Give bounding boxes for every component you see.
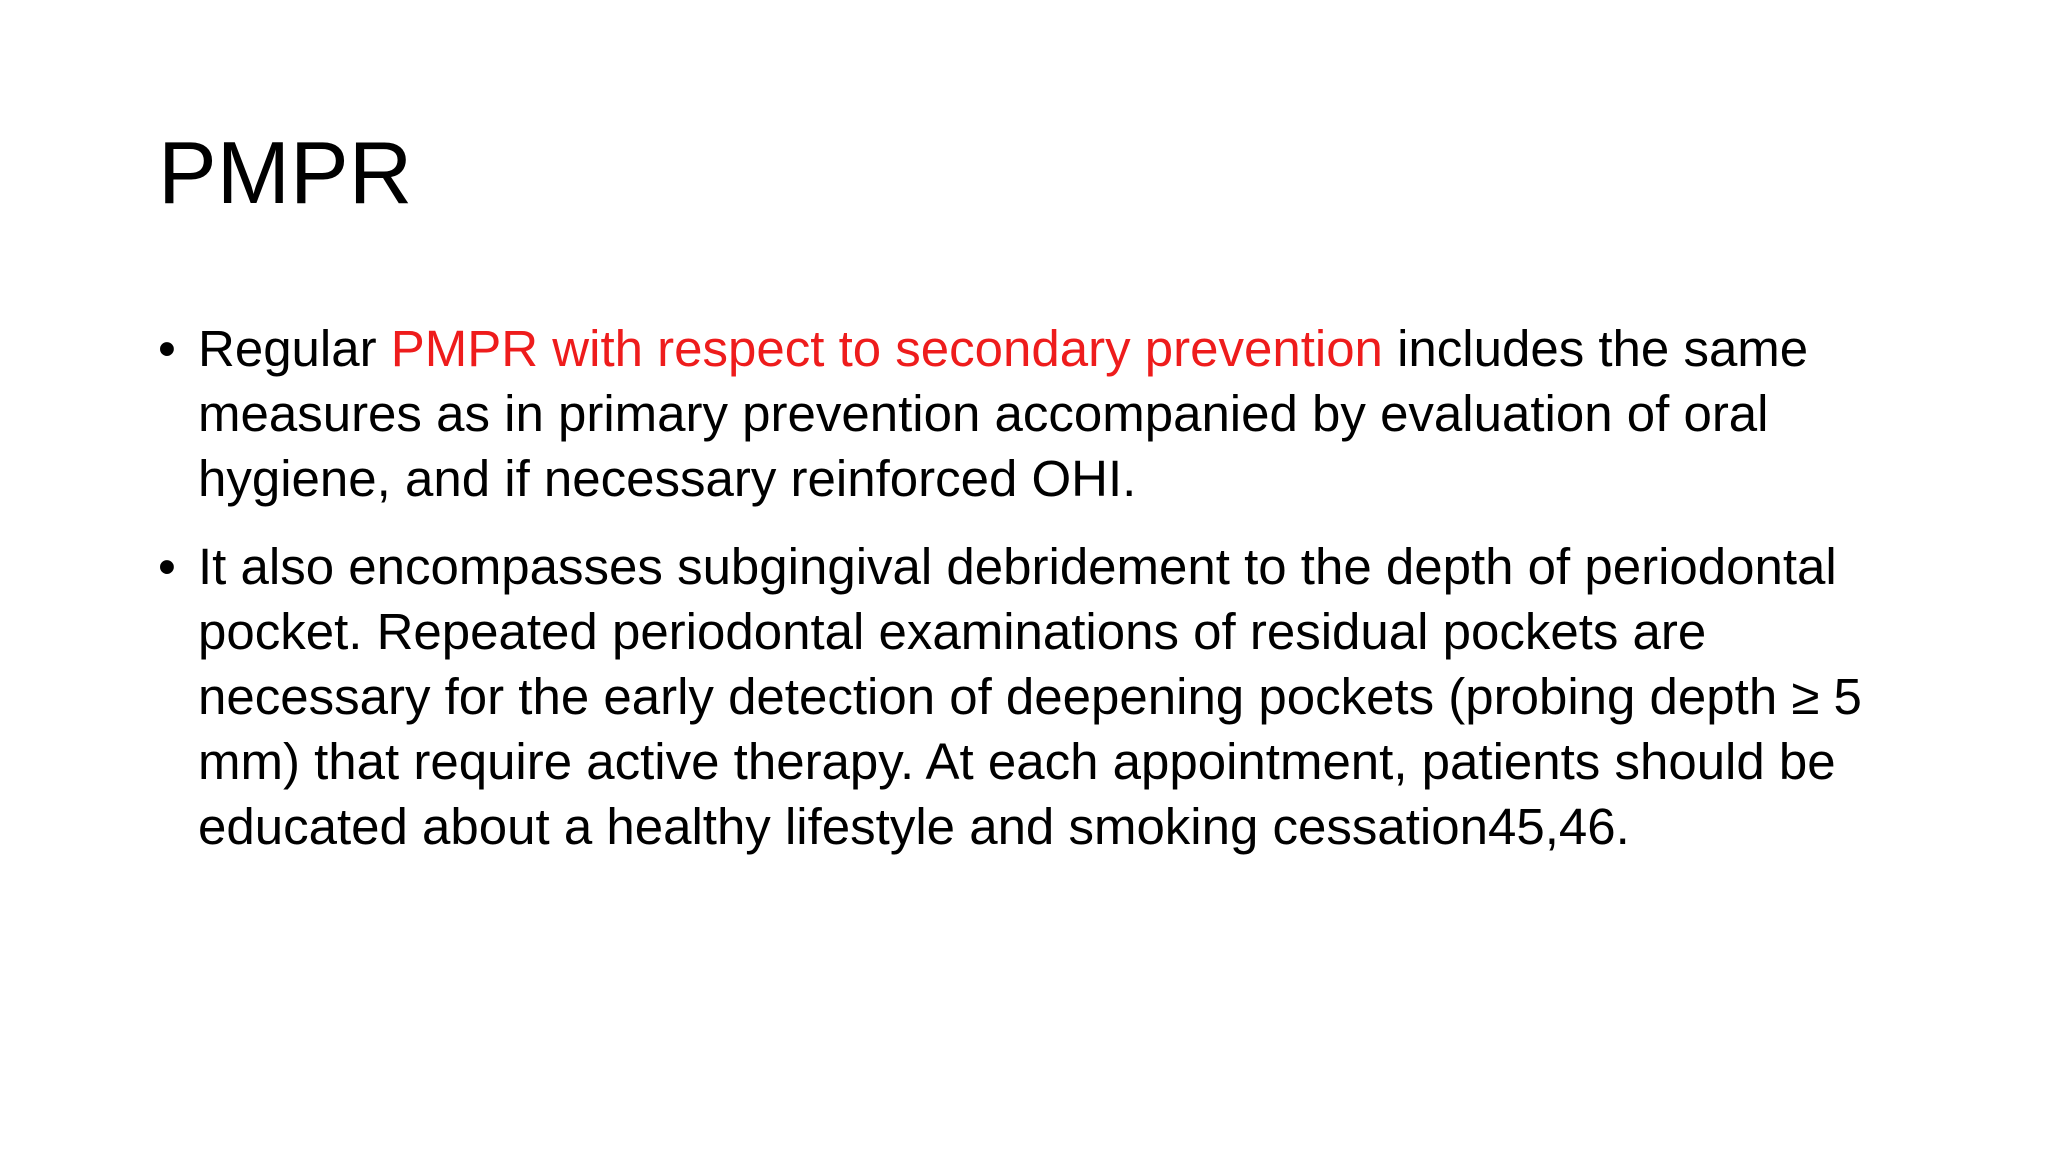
bullet-dot-icon: • [158,320,176,377]
bullet-dot-icon: • [158,538,176,595]
bullet-text: It also encompasses subgingival debridement to the depth of periodontal pocket. Repeated periodontal examinations of residual pockets are necessary for the early detection of deepening pockets (probing depth ≥ 5 mm) that require active therapy. At each appointment, patients should be educated about a healthy lifestyle and smoking cessation45,46. [198,538,1862,855]
bullet-text-highlight: PMPR with respect to secondary prevention [390,320,1383,377]
bullet-item [158,316,1918,511]
bullet-item [158,534,1918,859]
bullet-text-prefix: Regular [198,320,391,377]
slide-title: PMPR [158,123,413,222]
bullet-list [158,316,1918,882]
bullet-text-suffix: includes the same measures as in primary prevention accompanied by evaluation of oral hygiene, and if necessary reinforced OHI. [198,320,1809,507]
